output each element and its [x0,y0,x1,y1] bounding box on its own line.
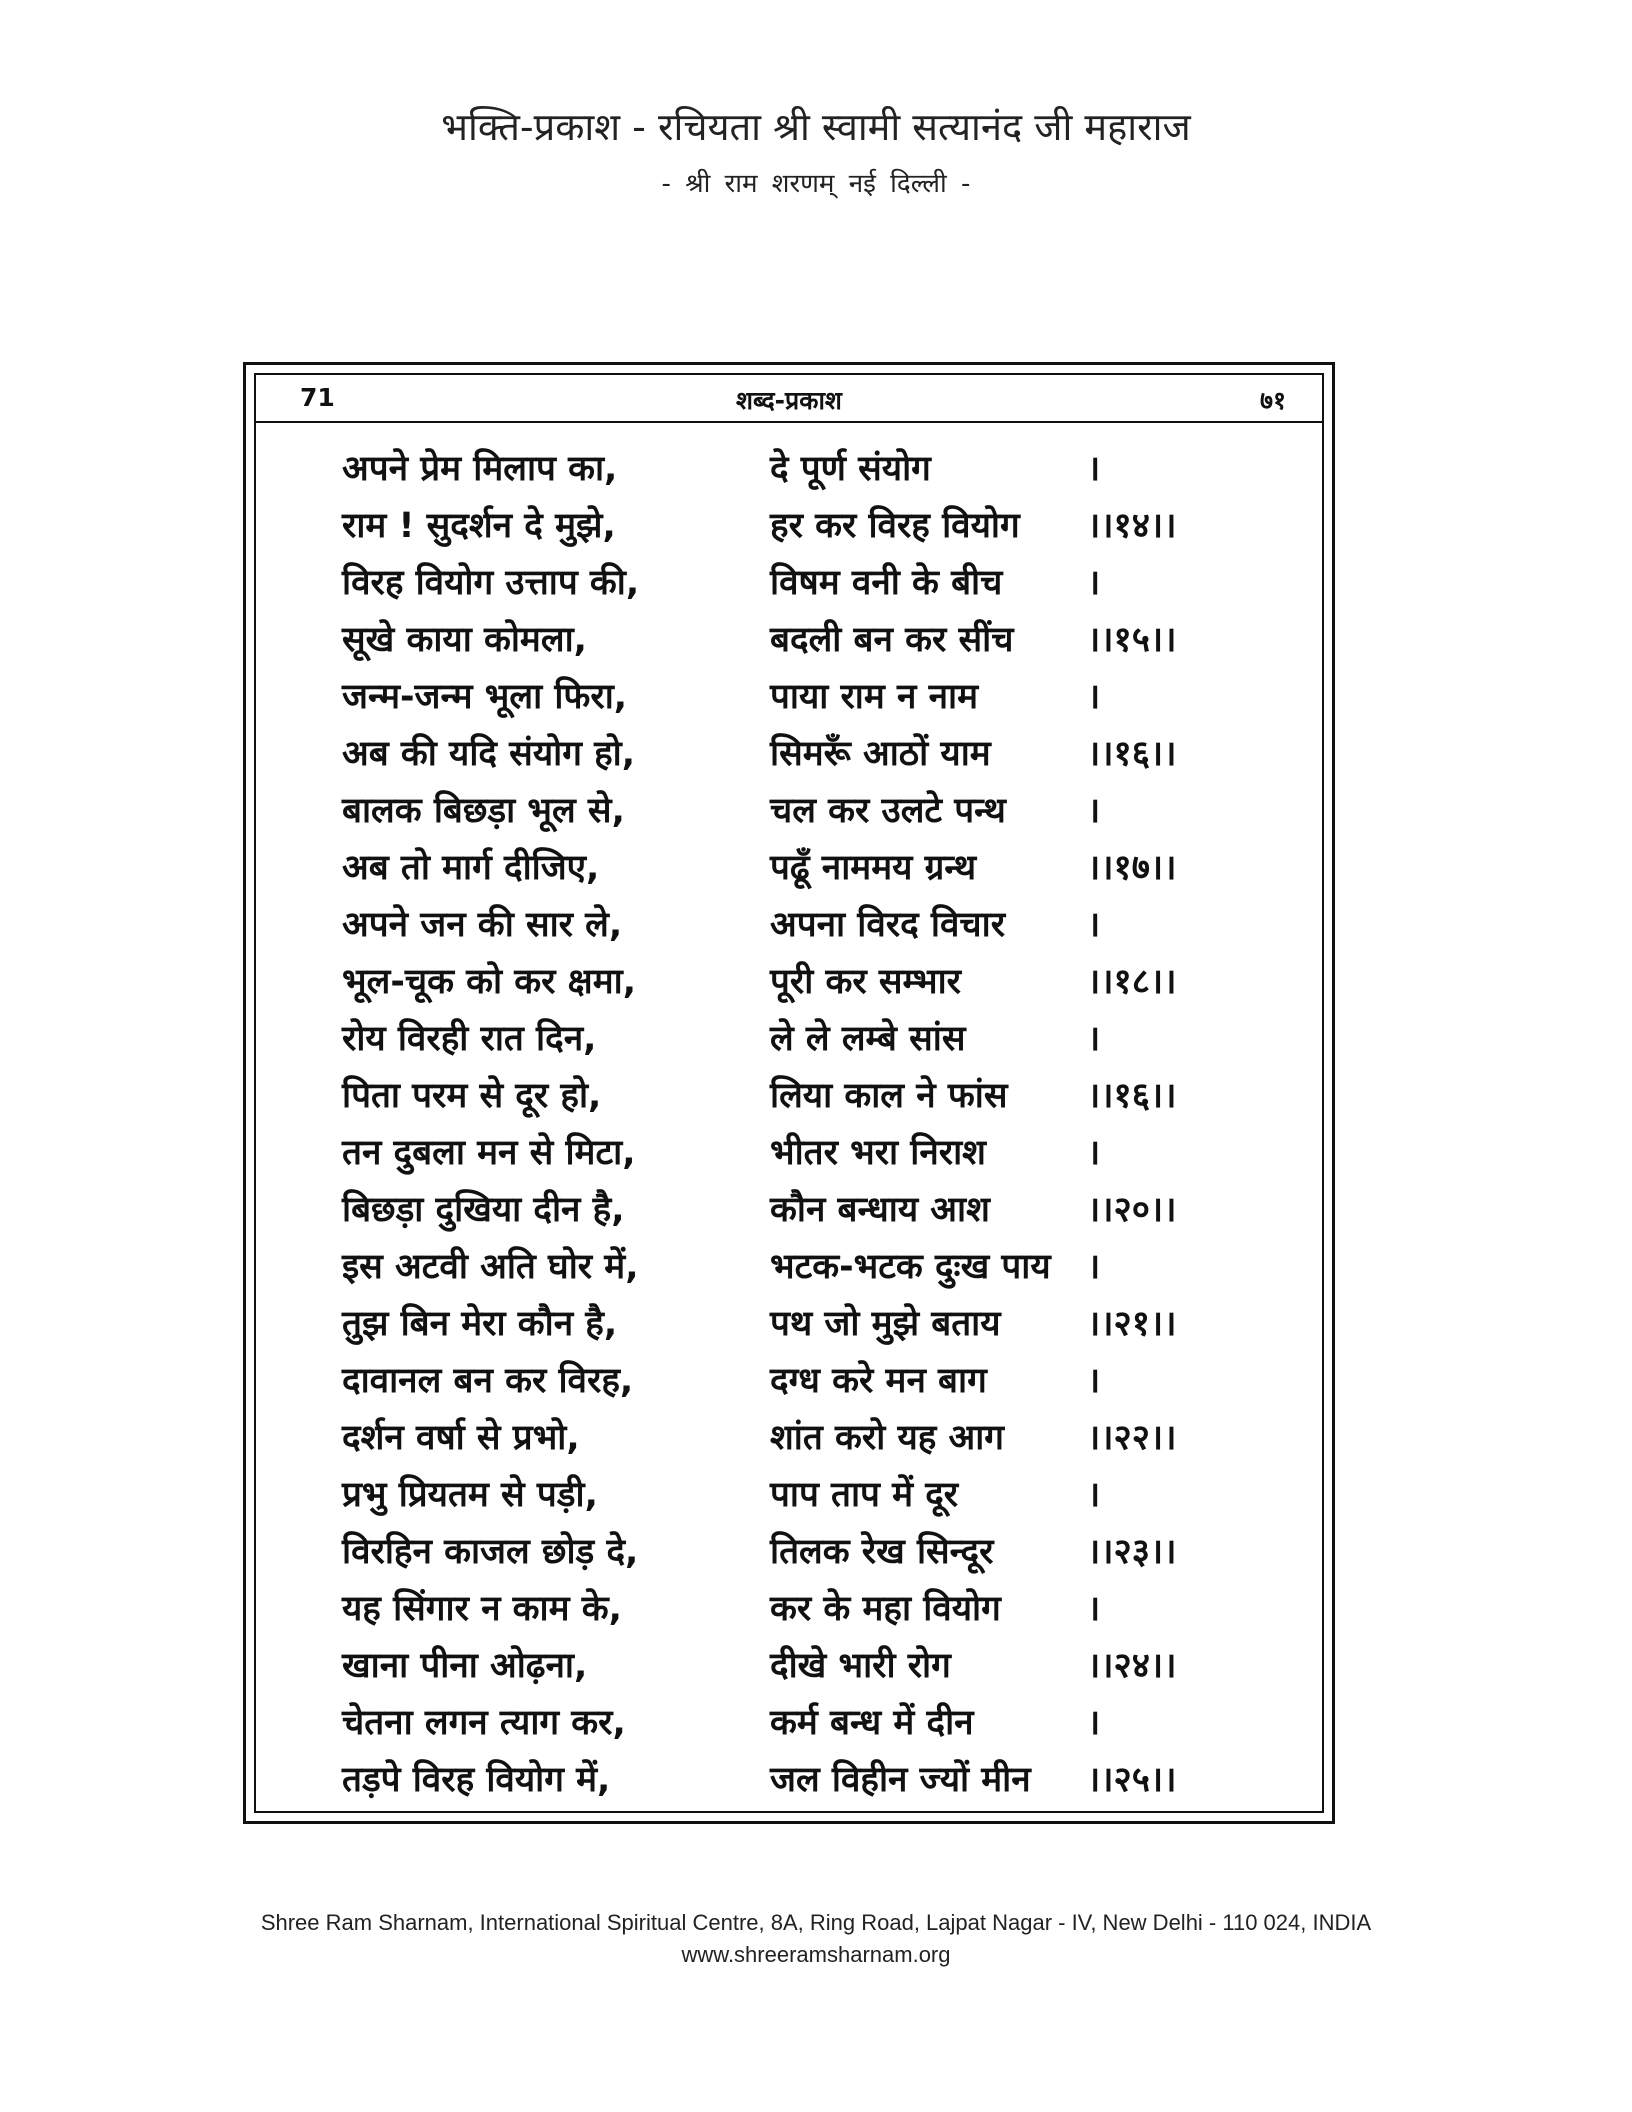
verse-number: । [1087,791,1101,831]
verse-number: ।।१६।। [1087,1076,1177,1116]
verse-number: । [1087,563,1101,603]
verse-line [342,555,1262,612]
verse-list [342,441,1262,1809]
verse-number: । [1087,449,1101,489]
verse-number: ।।१६।। [1087,734,1177,774]
verse-number: ।।२०।। [1087,1190,1177,1230]
document-subtitle: - श्री राम शरणम् नई दिल्ली - [661,169,971,199]
verse-second-half: अपना विरद विचार [770,905,1006,945]
verse-line [342,1638,1262,1695]
verse-line [342,1182,1262,1239]
verse-line [342,1296,1262,1353]
verse-line [342,897,1262,954]
verse-first-half: प्रभु प्रियतम से पड़ी, [342,1475,598,1515]
verse-first-half: बालक बिछड़ा भूल से, [342,791,625,831]
verse-number: ।।१८।। [1087,962,1177,1002]
verse-line [342,441,1262,498]
verse-first-half: अब तो मार्ग दीजिए, [342,848,600,888]
page-number-latin: 71 [300,383,335,412]
verse-line [342,1467,1262,1524]
verse-second-half: विषम वनी के बीच [770,563,1003,603]
verse-number: ।।२५।। [1087,1760,1177,1800]
verse-first-half: सूखे काया कोमला, [342,620,587,660]
verse-number: ।।२३।। [1087,1532,1177,1572]
verse-line [342,1581,1262,1638]
verse-number: । [1087,1133,1101,1173]
verse-line [342,1695,1262,1752]
verse-first-half: इस अटवी अति घोर में, [342,1247,639,1287]
verse-number: । [1087,1019,1101,1059]
verse-second-half: शांत करो यह आग [770,1418,1004,1458]
verse-number: ।।२१।। [1087,1304,1177,1344]
verse-line [342,726,1262,783]
verse-number: ।।१५।। [1087,620,1177,660]
page-number-devanagari: ७१ [1259,386,1286,415]
verse-line [342,783,1262,840]
verse-first-half: पिता परम से दूर हो, [342,1076,602,1116]
verse-first-half: विरहिन काजल छोड़ दे, [342,1532,639,1572]
footer-website[interactable]: www.shreeramsharnam.org [681,1942,951,1967]
verse-first-half: तन दुबला मन से मिटा, [342,1133,636,1173]
verse-line [342,954,1262,1011]
document-title: भक्ति-प्रकाश - रचियता श्री स्वामी सत्यानंद जी महाराज [441,105,1191,149]
verse-first-half: अपने प्रेम मिलाप का, [342,449,618,489]
verse-first-half: जन्म-जन्म भूला फिरा, [342,677,628,717]
verse-line [342,1353,1262,1410]
verse-first-half: दर्शन वर्षा से प्रभो, [342,1418,580,1458]
verse-second-half: हर कर विरह वियोग [770,506,1020,546]
verse-first-half: तड़पे विरह वियोग में, [342,1760,611,1800]
verse-number: ।।२४।। [1087,1646,1177,1686]
footer-address: Shree Ram Sharnam, International Spiritual Centre, 8A, Ring Road, Lajpat Nagar - IV, New Delhi - 110 024, INDIA [260,1910,1372,1935]
verse-first-half: अब की यदि संयोग हो, [342,734,636,774]
verse-second-half: भीतर भरा निराश [770,1133,986,1173]
verse-second-half: कौन बन्धाय आश [770,1190,990,1230]
verse-second-half: पाया राम न नाम [770,677,979,717]
verse-first-half: दावानल बन कर विरह, [342,1361,634,1401]
verse-line [342,612,1262,669]
verse-number: ।।१७।। [1087,848,1177,888]
verse-line [342,1011,1262,1068]
verse-second-half: जल विहीन ज्यों मीन [770,1760,1031,1800]
verse-line [342,1068,1262,1125]
verse-second-half: भटक-भटक दुःख पाय [770,1247,1051,1287]
verse-first-half: तुझ बिन मेरा कौन है, [342,1304,618,1344]
verse-second-half: कर के महा वियोग [770,1589,1001,1629]
verse-number: ।।२२।। [1087,1418,1177,1458]
page-inner-border [254,373,1324,1813]
verse-first-half: भूल-चूक को कर क्षमा, [342,962,637,1002]
verse-second-half: चल कर उलटे पन्थ [770,791,1006,831]
verse-line [342,1125,1262,1182]
verse-second-half: पढूँ नाममय ग्रन्थ [770,848,977,888]
verse-second-half: कर्म बन्ध में दीन [770,1703,974,1743]
verse-second-half: पूरी कर सम्भार [770,962,961,1002]
verse-second-half: तिलक रेख सिन्दूर [770,1532,994,1572]
verse-number: । [1087,1475,1101,1515]
verse-second-half: पथ जो मुझे बताय [770,1304,1001,1344]
verse-line [342,1524,1262,1581]
verse-second-half: लिया काल ने फांस [770,1076,1008,1116]
verse-number: । [1087,677,1101,717]
verse-number: ।।१४।। [1087,506,1177,546]
verse-second-half: दग्ध करे मन बाग [770,1361,987,1401]
verse-second-half: दीखे भारी रोग [770,1646,951,1686]
verse-line [342,498,1262,555]
verse-number: । [1087,1361,1101,1401]
verse-first-half: रोय विरही रात दिन, [342,1019,597,1059]
verse-first-half: बिछड़ा दुखिया दीन है, [342,1190,625,1230]
verse-first-half: यह सिंगार न काम के, [342,1589,622,1629]
verse-number: । [1087,1247,1101,1287]
section-title: शब्द-प्रकाश [736,386,842,415]
verse-number: । [1087,905,1101,945]
verse-second-half: ले ले लम्बे सांस [770,1019,966,1059]
page-header-bar [256,375,1322,423]
verse-second-half: सिमरूँ आठों याम [770,734,991,774]
verse-first-half: अपने जन की सार ले, [342,905,623,945]
verse-first-half: विरह वियोग उत्ताप की, [342,563,640,603]
verse-second-half: दे पूर्ण संयोग [770,449,931,489]
verse-line [342,1752,1262,1809]
verse-second-half: बदली बन कर सींच [770,620,1014,660]
verse-first-half: राम ! सुदर्शन दे मुझे, [342,506,616,546]
verse-line [342,840,1262,897]
verse-number: । [1087,1589,1101,1629]
verse-number: । [1087,1703,1101,1743]
verse-second-half: पाप ताप में दूर [770,1475,959,1515]
verse-first-half: चेतना लगन त्याग कर, [342,1703,626,1743]
scanned-page-frame [243,362,1335,1824]
verse-first-half: खाना पीना ओढ़ना, [342,1646,588,1686]
verse-line [342,1410,1262,1467]
verse-line [342,669,1262,726]
verse-line [342,1239,1262,1296]
